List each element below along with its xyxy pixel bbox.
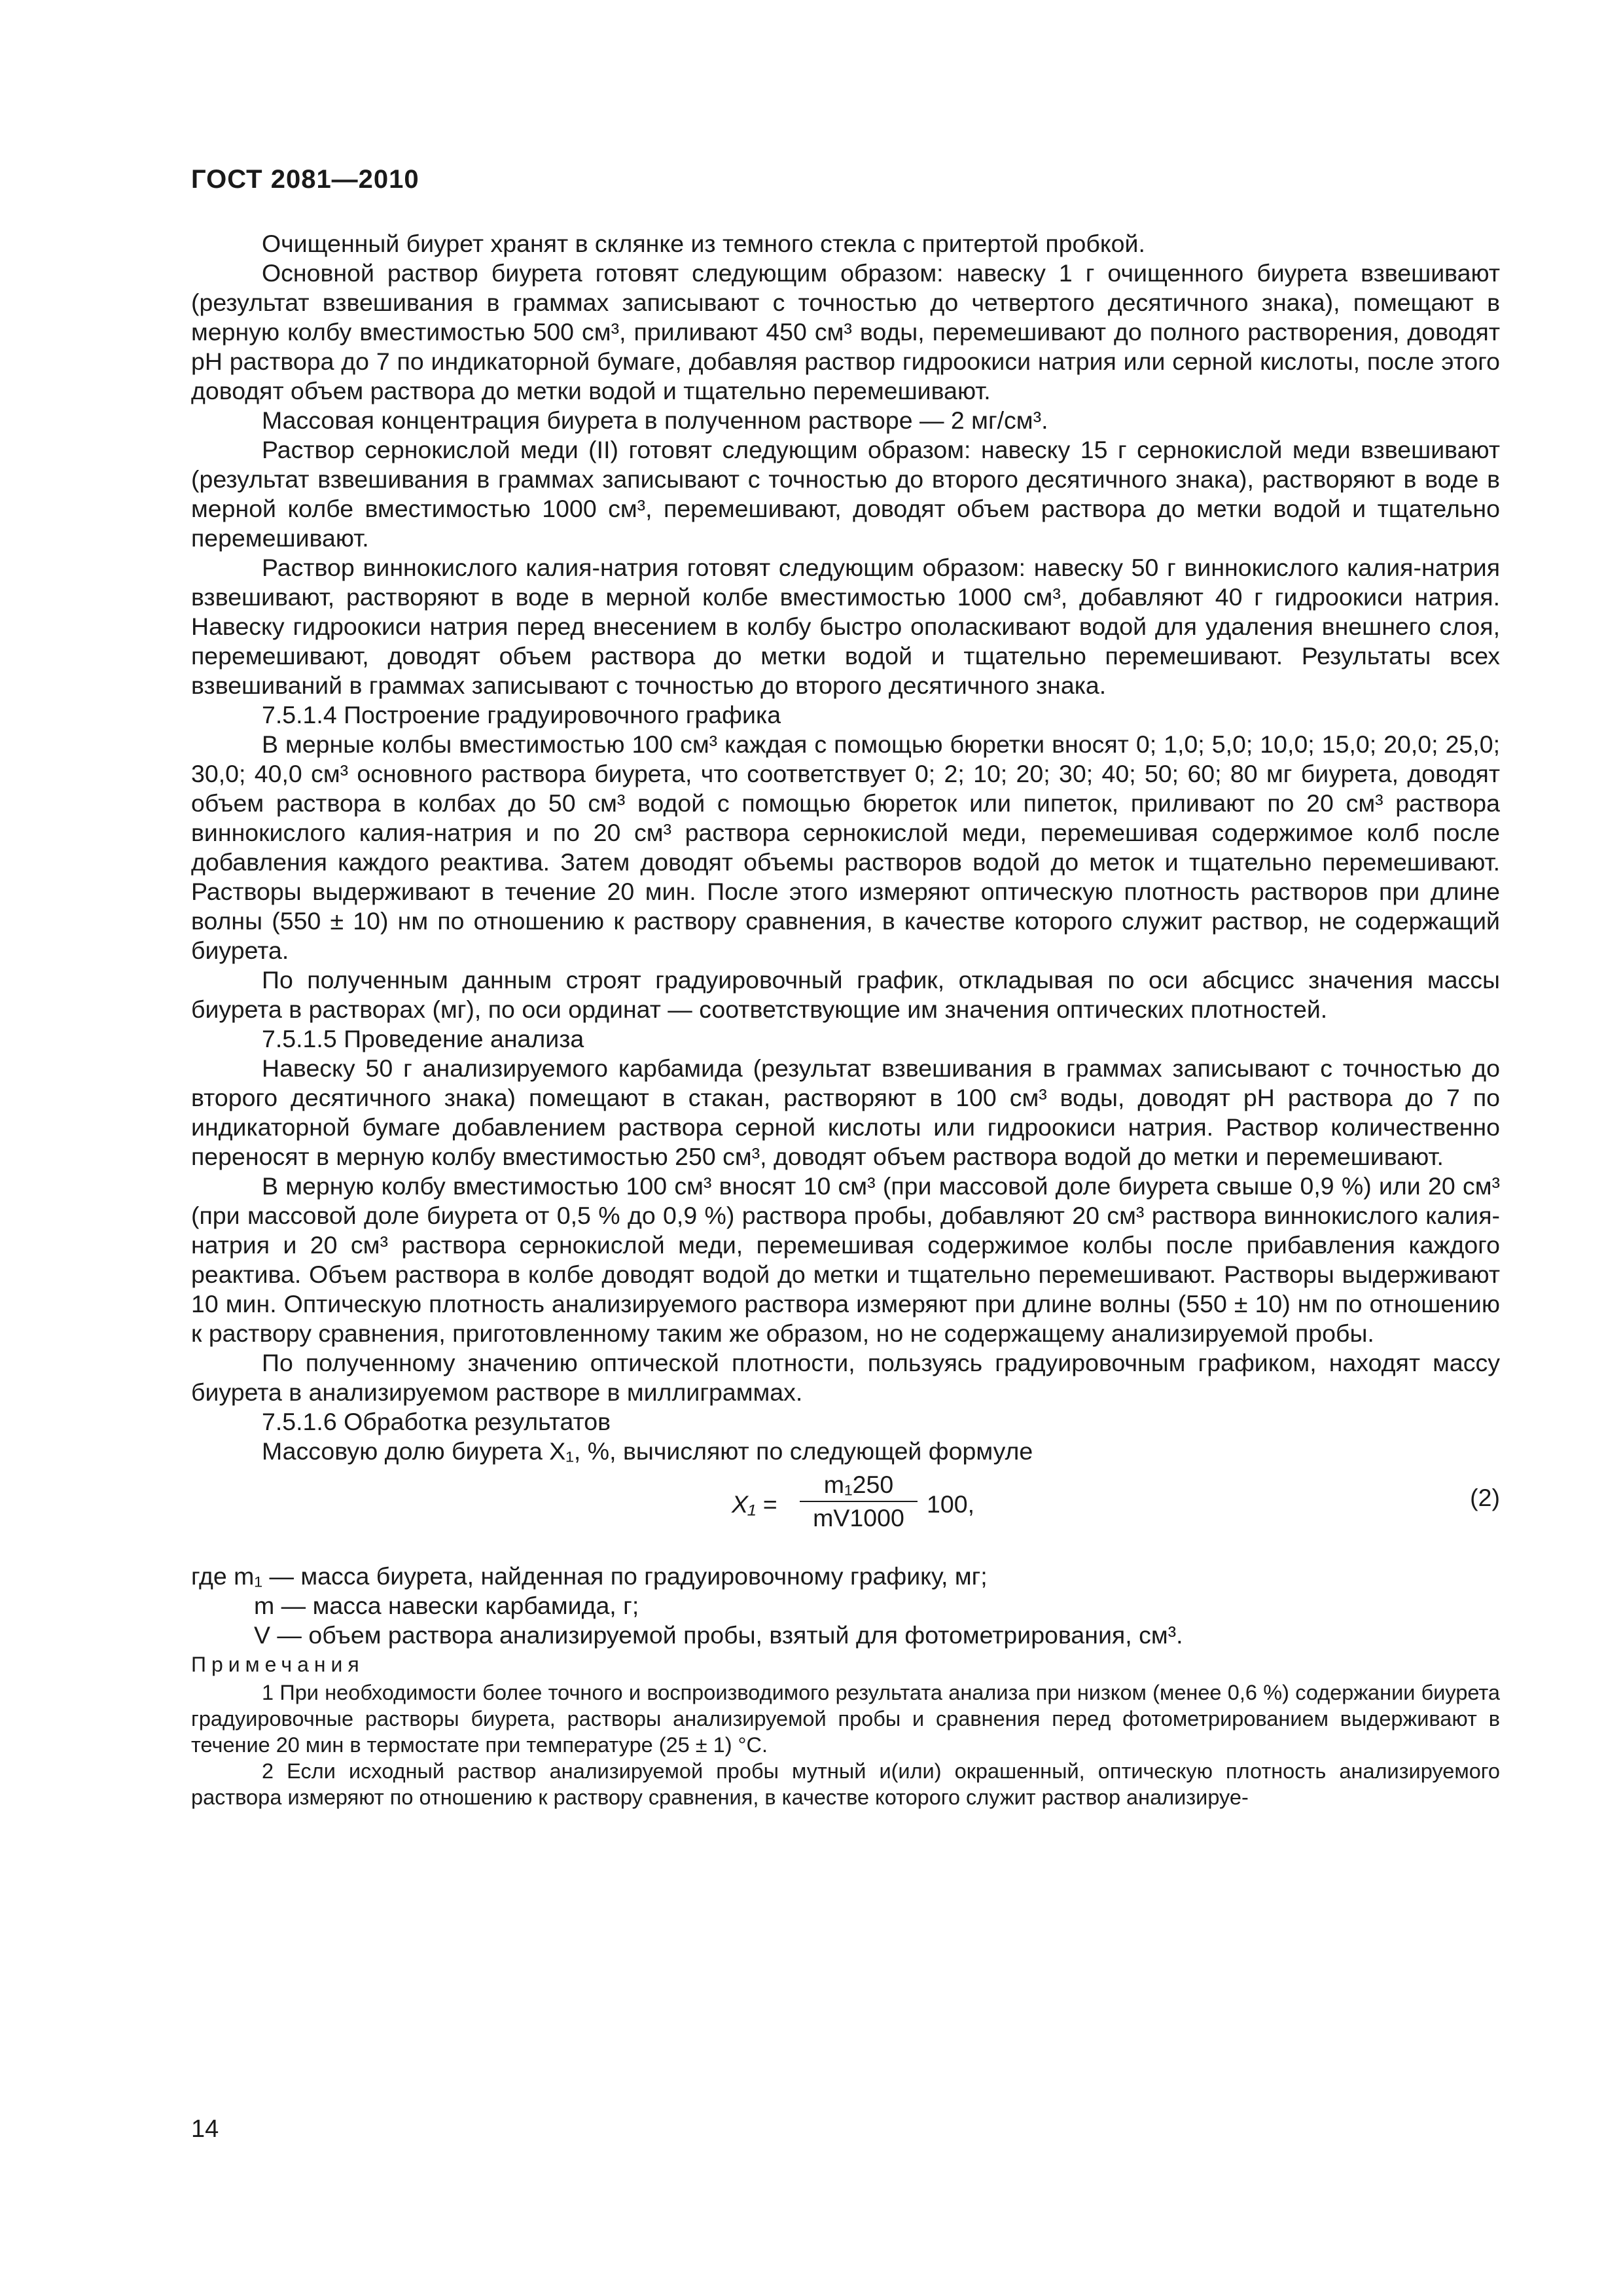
formula-denominator: mV1000 xyxy=(813,1504,904,1532)
paragraph: Очищенный биурет хранят в склянке из темного стекла с притертой пробкой. xyxy=(262,230,1145,257)
section-heading: 7.5.1.5 Проведение анализа xyxy=(262,1025,584,1052)
paragraph: По полученным данным строят градуировочный график, откладывая по оси абсцисс значения массы биурета в растворах (мг), по оси ординат — соответствующие им значения оптических плотностей. xyxy=(191,966,1500,1023)
section-heading: 7.5.1.6 Обработка результатов xyxy=(262,1408,611,1435)
paragraph: По полученному значению оптической плотности, пользуясь градуировочным графиком, находят массу биурета в анализируемом растворе в миллиграммах. xyxy=(191,1349,1500,1406)
formula-number: (2) xyxy=(1470,1484,1500,1511)
paragraph: Основной раствор биурета готовят следующим образом: навеску 1 г очищенного биурета взвешивают (результат взвешивания в граммах записывают с точностью до четвертого десятичного знака), помещают в мерную колбу вместимостью 500 см³, приливают 450 см³ воды, перемешивают до полного растворения, доводят pH раствора до 7 по индикаторной бумаге, добавляя раствор гидроокиси натрия или серной кислоты, после этого доводят объем раствора до метки водой и тщательно перемешивают. xyxy=(191,259,1500,404)
paragraph: Навеску 50 г анализируемого карбамида (результат взвешивания в граммах записывают с точностью до второго десятичного знака) помещают в стакан, растворяют в 100 см³ воды, доводят pH раствора до 7 по индикаторной бумаге добавлением раствора серной кислоты или гидроокиси натрия. Раствор количественно переносят в мерную колбу вместимостью 250 см³, доводят объем раствора водой до метки и перемешивают. xyxy=(191,1054,1500,1170)
formula xyxy=(191,1470,1500,1549)
page-number: 14 xyxy=(191,2115,219,2143)
legend-row: где m₁ — масса биурета, найденная по градуировочному графику, мг; xyxy=(191,1562,988,1590)
note: 1 При необходимости более точного и воспроизводимого результата анализа при низком (менее 0,6 %) содержании биурета градуировочные растворы биурета, растворы анализируемой пробы и сравнения перед фотометрированием выдерживают в течение 20 мин в термостате при температуре (25 ± 1) °С. xyxy=(191,1681,1500,1757)
paragraph: Раствор виннокислого калия-натрия готовят следующим образом: навеску 50 г виннокислого калия-натрия взвешивают, растворяют в воде в мерной колбе вместимостью 1000 см³, добавляют 40 г гидроокиси натрия. Навеску гидроокиси натрия перед внесением в колбу быстро ополаскивают водой для удаления внешнего слоя, перемешивают, доводят объем раствора до метки водой и тщательно перемешивают. Результаты всех взвешиваний в граммах записывают с точностью до второго десятичного знака. xyxy=(191,554,1500,699)
formula-numerator: m₁250 xyxy=(800,1470,918,1502)
notes-title: Примечания xyxy=(191,1653,365,1676)
body-text xyxy=(191,229,1500,1810)
formula-multiplier: 100, xyxy=(927,1490,974,1518)
paragraph: Раствор сернокислой меди (II) готовят следующим образом: навеску 15 г сернокислой меди взвешивают (результат взвешивания в граммах записывают с точностью до второго десятичного знака), растворяют в воде в мерной колбе вместимостью 1000 см³, перемешивают, доводят объем раствора до метки водой и тщательно перемешивают. xyxy=(191,436,1500,552)
section-heading: 7.5.1.4 Построение градуировочного графика xyxy=(262,701,781,728)
legend-row: m — масса навески карбамида, г; xyxy=(254,1592,639,1619)
paragraph: В мерные колбы вместимостью 100 см³ каждая с помощью бюретки вносят 0; 1,0; 5,0; 10,0; 15,0; 20,0; 25,0; 30,0; 40,0 см³ основного раствора биурета, что соответствует 0; 2; 10; 20; 30; 40; 50; 60; 80 мг биурета, доводят объем раствора в колбах до 50 см³ водой с помощью бюреток или пипеток, приливают по 20 см³ раствора виннокислого калия-натрия и по 20 см³ раствора сернокислой меди, перемешивая содержимое колб после добавления каждого реактива. Затем доводят объемы растворов водой до меток и тщательно перемешивают. Растворы выдерживают в течение 20 мин. После этого измеряют оптическую плотность растворов при длине волны (550 ± 10) нм по отношению к раствору сравнения, в качестве которого служит раствор, не содержащий биурета. xyxy=(191,730,1500,964)
document-header: ГОСТ 2081—2010 xyxy=(191,165,419,194)
paragraph: Массовую долю биурета X₁, %, вычисляют по следующей формуле xyxy=(262,1437,1033,1465)
formula-legend xyxy=(191,1562,1500,1650)
note: 2 Если исходный раствор анализируемой пробы мутный и(или) окрашенный, оптическую плотность анализируемого раствора измеряют по отношению к раствору сравнения, в качестве которого служит раствор анализируе- xyxy=(191,1759,1500,1809)
paragraph: В мерную колбу вместимостью 100 см³ вносят 10 см³ (при массовой доле биурета свыше 0,9 %) или 20 см³ (при массовой доле биурета от 0,5 % до 0,9 %) раствора пробы, добавляют 20 см³ раствора виннокислого калия-натрия и 20 см³ раствора сернокислой меди, перемешивая содержимое колбы после прибавления каждого реактива. Объем раствора в колбе доводят водой до метки и тщательно перемешивают. Растворы выдерживают 10 мин. Оптическую плотность анализируемого раствора измеряют при длине волны (550 ± 10) нм по отношению к раствору сравнения, приготовленному таким же образом, но не содержащему анализируемой пробы. xyxy=(191,1172,1500,1347)
formula-lhs: X₁ = xyxy=(732,1490,777,1518)
legend-row: V — объем раствора анализируемой пробы, взятый для фотометрирования, см³. xyxy=(254,1621,1183,1649)
paragraph: Массовая концентрация биурета в полученном растворе — 2 мг/см³. xyxy=(262,406,1048,434)
formula-fraction xyxy=(800,1470,918,1533)
